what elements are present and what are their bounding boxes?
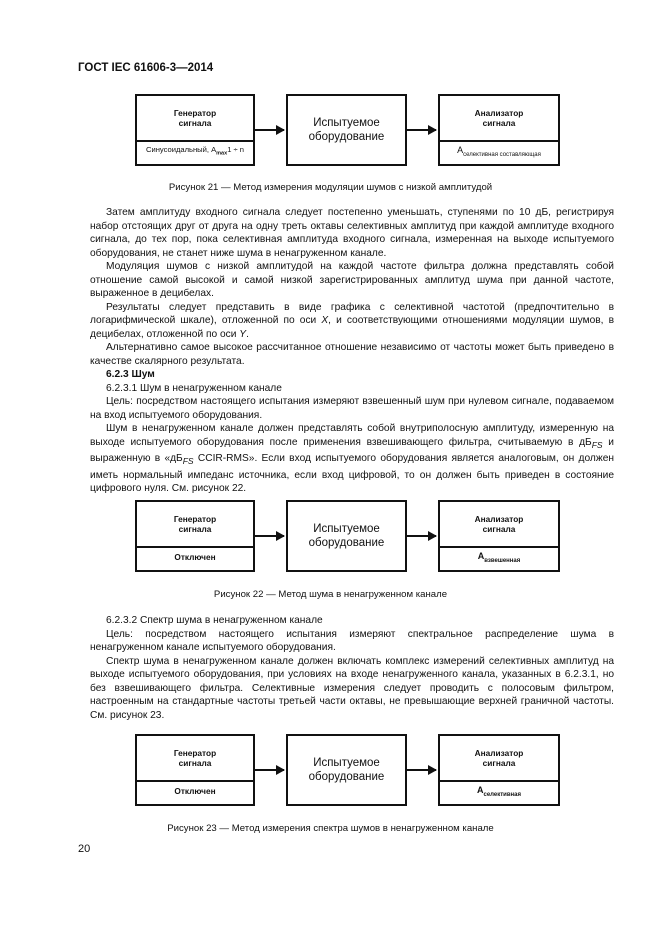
generator-label-line1: Генератор [173,748,217,758]
arrow-to-analyzer [407,769,436,771]
document-header: ГОСТ IEC 61606-3—2014 [78,62,214,74]
signal-analyzer-block [438,500,560,572]
figure-22-caption: Рисунок 22 — Метод шума в ненагруженном канале [213,589,448,600]
dut-block [286,94,407,166]
signal-generator-block [135,500,255,572]
analyzer-label-line1: Анализатор [474,748,524,758]
arrow-to-analyzer [407,535,436,537]
analyzer-label-line2: сигнала [482,524,516,534]
paragraph: Шум в ненагруженном канале должен представлять собой внутриполосную амплитуду, измеренную на выходе испытуемого оборудования после применения взвешивающего фильтра, считываемую в $дБ_{FS}$ и выраженную в «$дБ_{FS}$ CCIR-RMS». Если вход испытуемого оборудования является аналоговым, он должен иметь нормальный импеданс источника, если вход цифровой, то он должен быть приведен в состояние цифрового нуля. См. рисунок 22. [90,423,614,495]
dut-block [286,500,407,572]
analyzer-measurement: $A_{селективная составляющая}$ [457,144,541,158]
paragraph: Затем амплитуду входного сигнала следует постепенно уменьшать, ступенями по 10 дБ, регистрируя набор отстоящих друг от друга на одну треть октавы селективных амплитуд при каждой амплитуде входного сигнала, до тех пор, пока селективная амплитуда входного сигнала, измеренная на выходе испытуемого оборудования, не станет ниже шума в ненагруженном канале. [90,207,614,259]
dut-label-line1: Испытуемое [313,523,380,535]
signal-generator-block [135,94,255,166]
subsection-heading: 6.2.3.2 Спектр шума в ненагруженном канале [106,615,323,626]
paragraph: Альтернативно самое высокое рассчитанное отношение независимо от частоты может быть приведено в качестве скалярного результата. [90,342,614,367]
analyzer-label-line1: Анализатор [474,514,524,524]
paragraph: Результаты следует представить в виде графика с селективной частотой (предпочтительно в логарифмической шкале), отложенной по оси X, и соответствующими отношениями модуляции шумов, в децибелах, отложенной по оси Y. [90,301,614,340]
generator-label-line1: Генератор [173,108,217,118]
dut-label-line2: оборудование [308,771,385,783]
arrow-to-dut [255,769,284,771]
figure-23-caption: Рисунок 23 — Метод измерения спектра шумов в ненагруженном канале [167,823,494,834]
analyzer-label-line1: Анализатор [474,108,524,118]
signal-analyzer-block [438,94,560,166]
body-text-block-1 [90,206,614,496]
generator-label-line2: сигнала [178,758,212,768]
dut-label-line1: Испытуемое [313,117,380,129]
generator-mode: Синусоидальный, $A_{max}1 \div n$ [145,145,245,157]
figure-22-diagram [135,500,560,572]
subsection-heading: 6.2.3.1 Шум в ненагруженном канале [106,382,282,394]
generator-label-line2: сигнала [178,524,212,534]
figure-21-diagram [135,94,560,166]
figure-21-caption: Рисунок 21 — Метод измерения модуляции шумов с низкой амплитудой [168,182,493,193]
section-heading: 6.2.3 Шум [106,369,155,380]
analyzer-measurement: $A_{селективная}$ [476,784,522,798]
arrow-to-dut [255,535,284,537]
analyzer-label-line2: сигнала [482,118,516,128]
paragraph: Модуляция шумов с низкой амплитудой на каждой частоте фильтра должна представлять собой отношение самой высокой и самой низкой зарегистрированных амплитуд шума при данной частоте, выраженное в децибелах. [90,261,614,299]
paragraph: Цель: посредством настоящего испытания измеряют спектральное распределение шума в ненагруженном канале испытуемого оборудования. [90,628,614,653]
generator-label-line1: Генератор [173,514,217,524]
analyzer-label-line2: сигнала [482,758,516,768]
signal-generator-block [135,734,255,806]
generator-mode: Отключен [174,786,216,796]
page-number: 20 [78,843,91,855]
generator-mode: Отключен [174,552,216,562]
generator-label-line2: сигнала [178,118,212,128]
dut-label-line1: Испытуемое [313,757,380,769]
arrow-to-analyzer [407,129,436,131]
dut-block [286,734,407,806]
dut-label-line2: оборудование [308,131,385,143]
analyzer-measurement: $A_{взвешенная}$ [477,550,521,564]
dut-label-line2: оборудование [308,537,385,549]
arrow-to-dut [255,129,284,131]
paragraph: Спектр шума в ненагруженном канале должен включать комплекс измерений селективных амплитуд на выходе испытуемого оборудования, при условиях на входе ненагруженного канала, указанных в 6.2.3.1, но без взвешивающего фильтра. Селективные измерения следует проводить с полосовым фильтром, настроенным на стандартные частоты третьей части октавы, не превышающие верхней граничной частоты. См. рисунок 23. [90,655,614,721]
paragraph: Цель: посредством настоящего испытания измеряют взвешенный шум при нулевом сигнале, подаваемом на вход испытуемого оборудования. [90,396,614,421]
body-text-block-2 [90,614,614,722]
signal-analyzer-block [438,734,560,806]
figure-23-diagram [135,734,560,806]
